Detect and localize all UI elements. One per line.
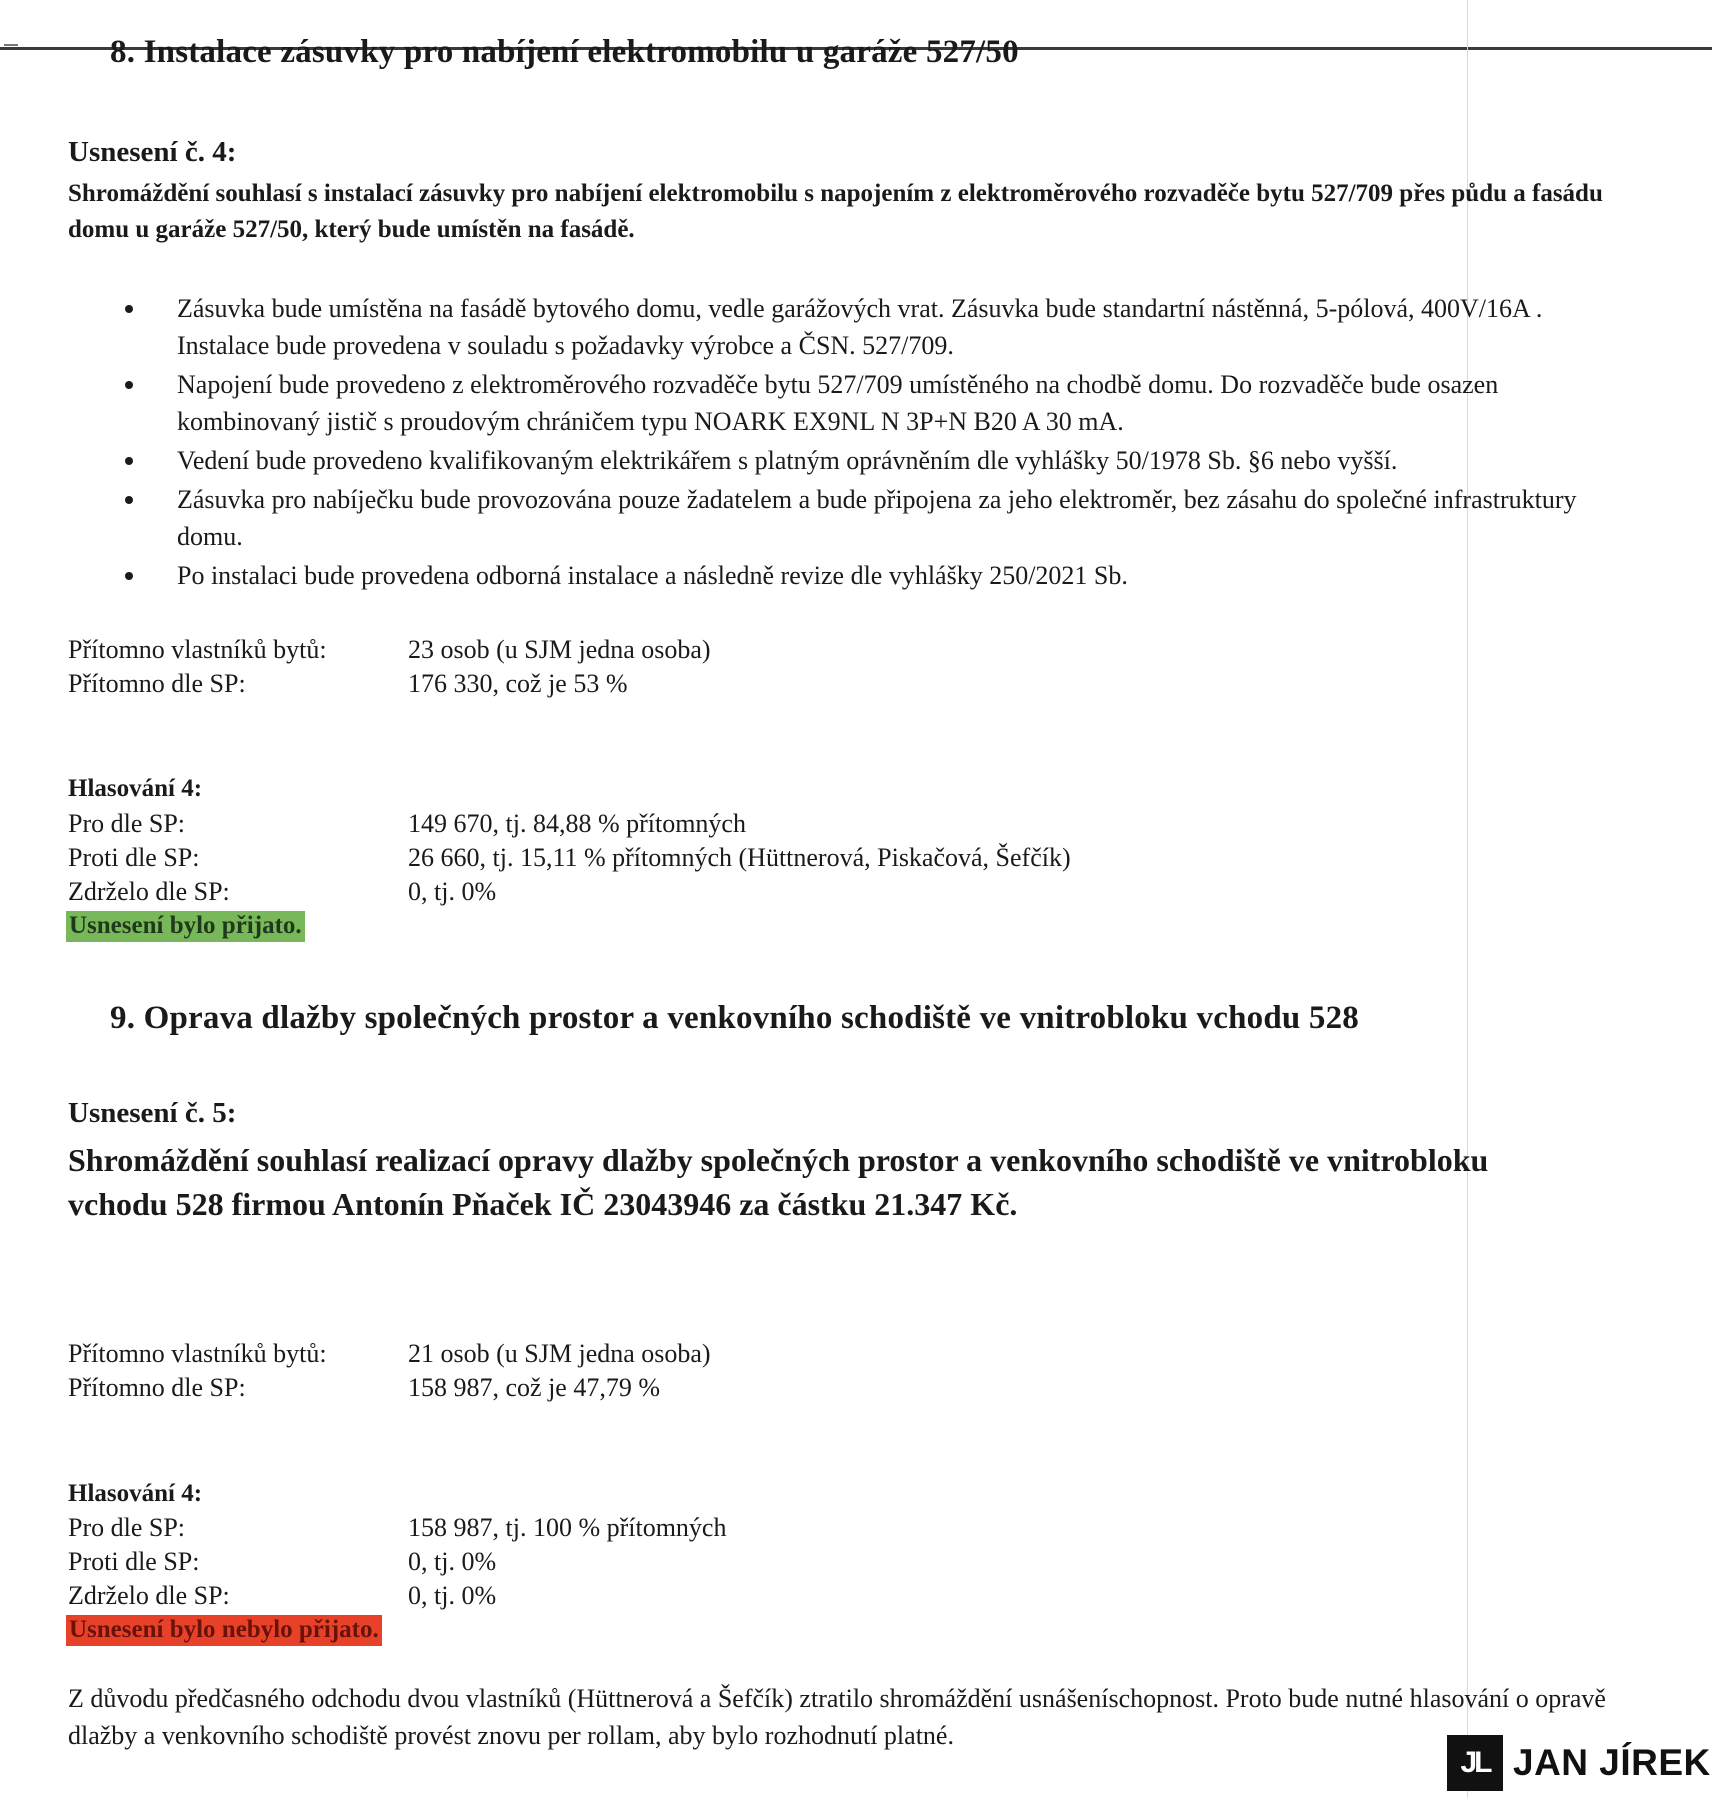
resolution-passed-badge: Usnesení bylo přijato.: [66, 911, 305, 942]
brand-watermark: [1447, 1735, 1711, 1791]
vote-abstain-value: 0, tj. 0%: [408, 877, 497, 906]
attendance-sp-value: 176 330, což je 53 %: [408, 669, 628, 698]
attendance-owners-label: Přítomno vlastníků bytů:: [68, 635, 327, 664]
resolution-4-text: Shromáždění souhlasí s instalací zásuvky pro nabíjení elektromobilu s napojením z elektroměrového rozvaděče bytu 527/709 přes půdu a fasádu domu u garáže 527/50, který bude umístěn na fasádě.: [68, 180, 1603, 243]
vote-pro-value: 158 987, tj. 100 % přítomných: [408, 1513, 727, 1542]
vote-against-value: 0, tj. 0%: [408, 1547, 497, 1576]
vote-pro-label: Pro dle SP:: [68, 809, 186, 838]
bullet-icon: [125, 457, 133, 465]
resolution-4-bullet-list: [120, 290, 1640, 596]
list-item: Vedení bude provedeno kvalifikovaným elektrikářem s platným oprávněním dle vyhlášky 50/1978 Sb. §6 nebo vyšší.: [120, 442, 1640, 479]
attendance-sp-label: Přítomno dle SP:: [68, 1373, 246, 1402]
resolution-4-title: Usnesení č. 4:: [68, 136, 237, 168]
vote-5-heading: Hlasování 4:: [68, 1480, 203, 1507]
vote-against-label: Proti dle SP:: [68, 843, 200, 872]
list-item: Zásuvka bude umístěna na fasádě bytového domu, vedle garážových vrat. Zásuvka bude standartní nástěnná, 5-pólová, 400V/16A . Instalace bude provedena v souladu s požadavky výrobce a ČSN. 527/709.: [120, 290, 1640, 364]
brand-logo-icon: JL: [1447, 1735, 1503, 1791]
bullet-icon: [125, 496, 133, 504]
bullet-icon: [125, 305, 133, 313]
list-item: Napojení bude provedeno z elektroměrového rozvaděče bytu 527/709 umístěného na chodbě domu. Do rozvaděče bude osazen kombinovaný jistič s proudovým chráničem typu NOARK EX9NL N 3P+N B20 A 30 mA.: [120, 366, 1640, 440]
vote-abstain-label: Zdrželo dle SP:: [68, 877, 230, 906]
vote-abstain-value: 0, tj. 0%: [408, 1581, 497, 1610]
list-item: Zásuvka pro nabíječku bude provozována pouze žadatelem a bude připojena za jeho elektroměr, bez zásahu do společné infrastruktury domu.: [120, 481, 1640, 555]
scan-mark: [4, 44, 18, 46]
attendance-sp-value: 158 987, což je 47,79 %: [408, 1373, 661, 1402]
scan-fold-line: [1467, 0, 1468, 1798]
section-9-heading: 9. Oprava dlažby společných prostor a venkovního schodiště ve vnitrobloku vchodu 528: [110, 1000, 1359, 1036]
quorum-note: Z důvodu předčasného odchodu dvou vlastníků (Hüttnerová a Šefčík) ztratilo shromáždění usnášeníschopnost. Proto bude nutné hlasování o opravě dlažby a venkovního schodiště provést znovu per rollam, aby bylo rozhodnutí platné.: [68, 1684, 1606, 1750]
list-item: Po instalaci bude provedena odborná instalace a následně revize dle vyhlášky 250/2021 Sb.: [120, 557, 1640, 594]
vote-against-value: 26 660, tj. 15,11 % přítomných (Hüttnerová, Piskačová, Šefčík): [408, 843, 1071, 872]
vote-4-heading: Hlasování 4:: [68, 775, 203, 802]
section-8-heading: 8. Instalace zásuvky pro nabíjení elektromobilu u garáže 527/50: [110, 34, 1019, 70]
resolution-failed-badge: Usnesení bylo nebylo přijato.: [66, 1615, 382, 1646]
vote-against-label: Proti dle SP:: [68, 1547, 200, 1576]
vote-pro-value: 149 670, tj. 84,88 % přítomných: [408, 809, 746, 838]
attendance-owners-label: Přítomno vlastníků bytů:: [68, 1339, 327, 1368]
attendance-owners-value: 23 osob (u SJM jedna osoba): [408, 635, 711, 664]
bullet-icon: [125, 572, 133, 580]
attendance-sp-label: Přítomno dle SP:: [68, 669, 246, 698]
vote-abstain-label: Zdrželo dle SP:: [68, 1581, 230, 1610]
resolution-5-text: Shromáždění souhlasí realizací opravy dlažby společných prostor a venkovního schodiště ve vnitrobloku vchodu 528 firmou Antonín Pňaček IČ 23043946 za částku 21.347 Kč.: [68, 1142, 1489, 1222]
bullet-icon: [125, 381, 133, 389]
vote-pro-label: Pro dle SP:: [68, 1513, 186, 1542]
brand-name: JAN JÍREK: [1513, 1742, 1711, 1783]
resolution-5-title: Usnesení č. 5:: [68, 1097, 237, 1129]
attendance-owners-value: 21 osob (u SJM jedna osoba): [408, 1339, 711, 1368]
